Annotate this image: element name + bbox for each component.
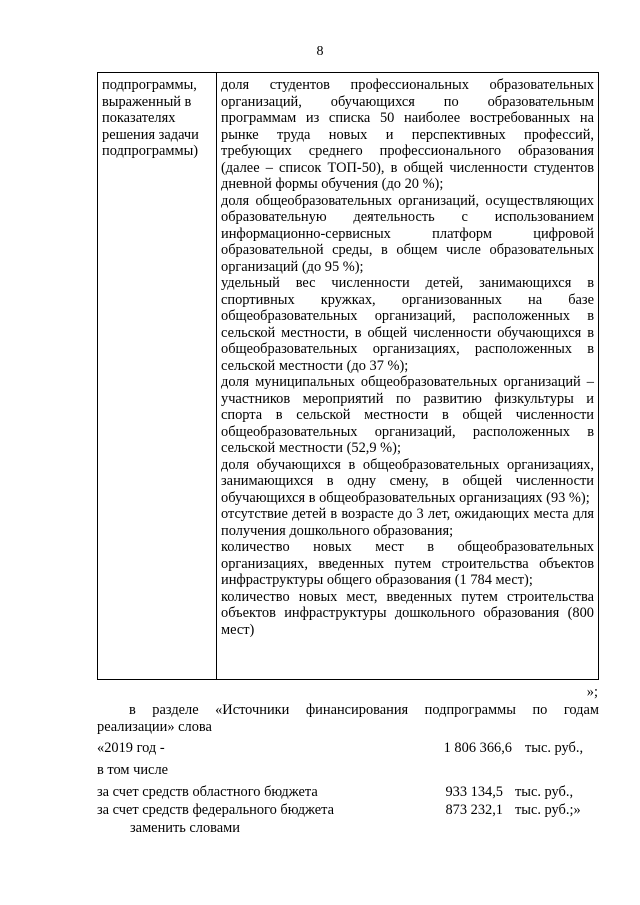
indicator-rural-sports-participants: доля муниципальных общеобразовательных организаций – участников мероприятий по развитию физкультуры и спорта в сельской местности в общей численности общеобразовательных организаций, расположенных в сельской местности (52,9 %); (221, 374, 594, 456)
year-amount: 1 806 366,6 (443, 740, 512, 756)
regional-label: за счет средств областного бюджета (97, 784, 318, 800)
page-number: 8 (316, 44, 324, 59)
table-row (98, 73, 599, 680)
indicator-preschool-queue: отсутствие детей в возрасте до 3 лет, ожидающих места для получения дошкольного образования; (221, 506, 594, 539)
amendment-intro: в разделе «Источники финансирования подпрограммы по годам реализации» слова (97, 702, 599, 735)
indicator-single-shift: доля обучающихся в общеобразовательных организациях, занимающихся в одну смену, в общей численности обучающихся в общеобразовательных организациях (93 %); (221, 456, 594, 506)
indicator-top50-students: доля студентов профессиональных образовательных организаций, обучающихся по образовательным программам из списка 50 наиболее востребованных на рынке труда новых и перспективных профессий, требующих среднего профессионального образования (далее – список ТОП-50), в общей численности студентов дневной формы обучения (до 20 %); (221, 77, 594, 192)
year-label: «2019 год - (97, 740, 165, 756)
subprogram-label-cell: подпрограммы, выраженный в показателях решения задачи подпрограммы) (98, 73, 217, 680)
federal-unit: тыс. руб.;» (515, 802, 581, 818)
including-row (97, 762, 168, 779)
indicator-digital-platforms: доля общеобразовательных организаций, осуществляющих образовательную деятельность с использованием информационно-сервисных платформ цифровой образовательной среды, в общем числе образовательных организаций (до 95 %); (221, 192, 594, 275)
including-label: в том числе (97, 762, 169, 778)
year-unit: тыс. руб., (525, 740, 584, 756)
replace-with-label: заменить словами (130, 820, 240, 836)
regional-unit: тыс. руб., (515, 784, 574, 800)
federal-label: за счет средств федерального бюджета (97, 802, 335, 818)
federal-amount: 873 232,1 (445, 802, 503, 818)
indicator-general-ed-places: количество новых мест в общеобразовательных организациях, введенных путем строительства объектов инфраструктуры общего образования (1 784 мест); (221, 539, 594, 588)
regional-amount: 933 134,5 (445, 784, 503, 800)
indicators-table (97, 72, 599, 680)
closing-quote: »; (586, 684, 598, 700)
indicators-cell (217, 73, 599, 680)
indicator-preschool-places: количество новых мест, введенных путем строительства объектов инфраструктуры дошкольного образования (800 мест) (221, 588, 594, 638)
indicator-rural-sports-clubs: удельный вес численности детей, занимающихся в спортивных кружках, организованных на базе общеобразовательных организаций, расположенных в сельской местности, в общей численности обучающихся в общеобразовательных организациях, расположенных в сельской местности (до 37 %); (221, 275, 594, 374)
